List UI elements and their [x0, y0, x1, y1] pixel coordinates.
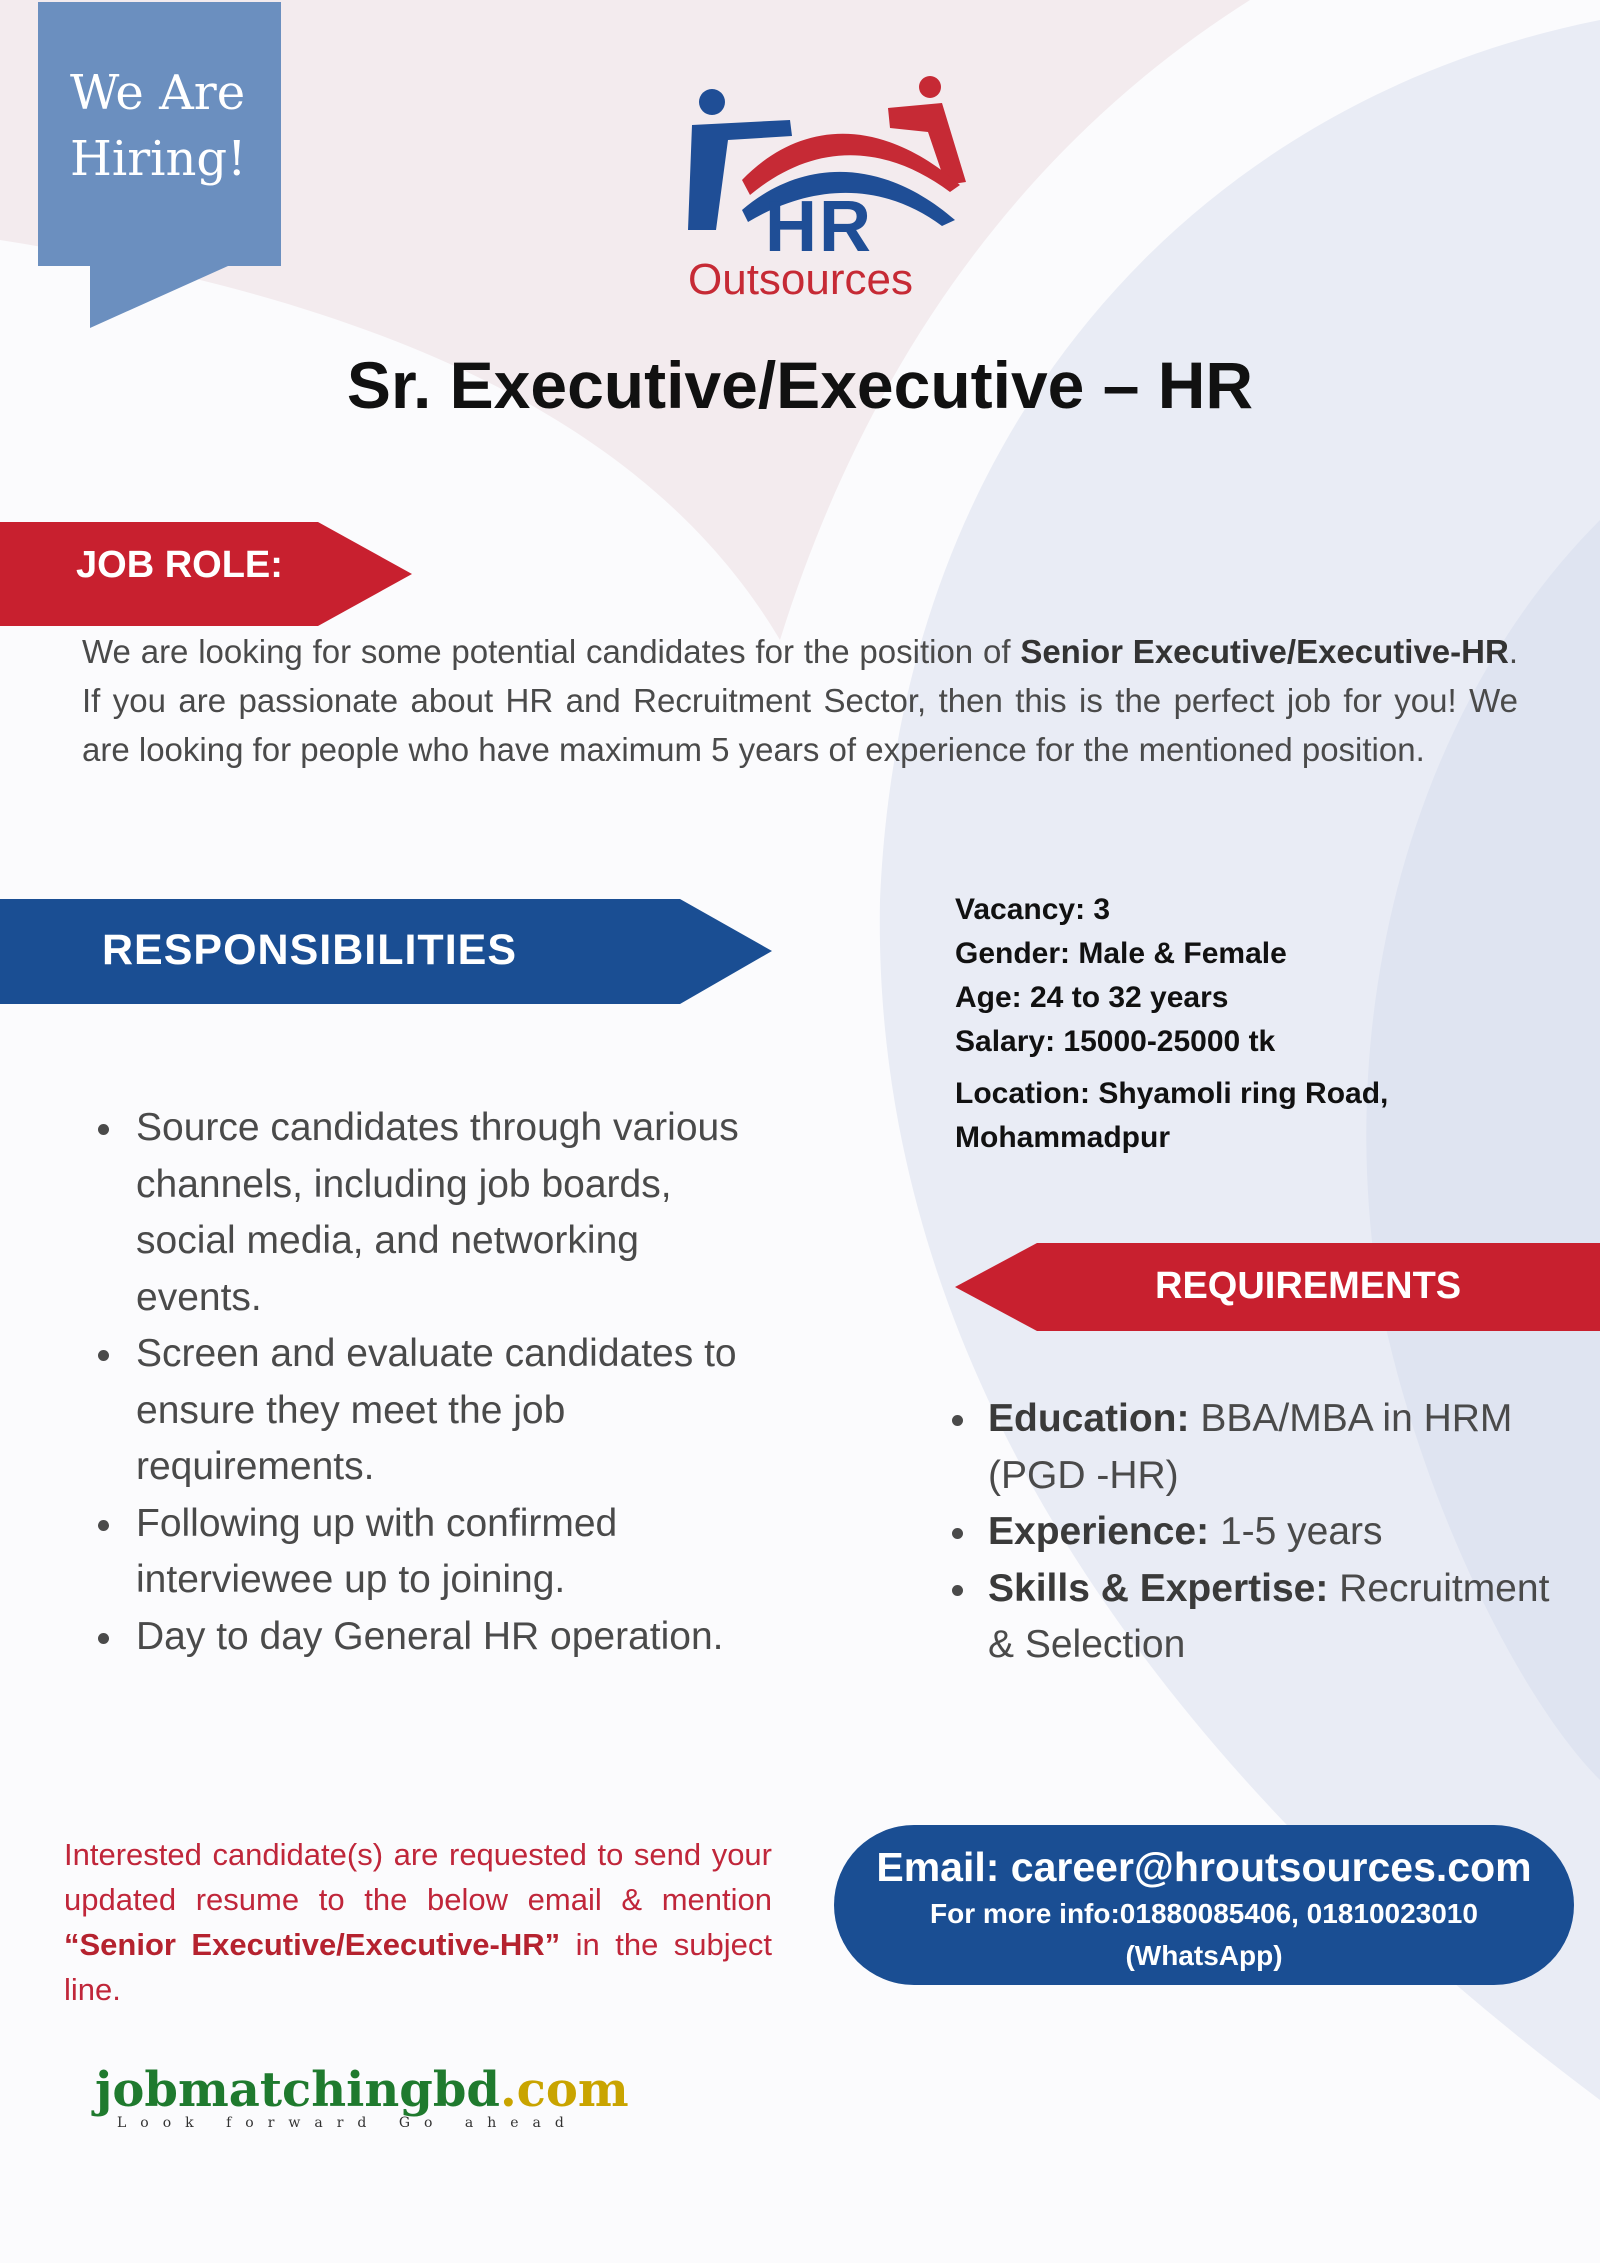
list-item: Day to day General HR operation. [92, 1609, 752, 1666]
list-item [946, 1561, 1586, 1674]
salary-text: Salary: 15000-25000 tk [955, 1025, 1276, 1058]
responsibilities-list [92, 1100, 752, 1665]
location-text: Location: Shyamoli ring Road, [955, 1077, 1389, 1110]
jobmatchingbd-tagline: Look forward Go ahead [117, 2115, 578, 2131]
age-text: Age: 24 to 32 years [955, 981, 1229, 1014]
apply-text-end: in the subject line. [64, 1927, 772, 2007]
requirement-value: Recruitment & Selection [988, 1566, 1550, 1666]
jobmatchingbd-name: jobmatchingbd [95, 2062, 500, 2118]
requirement-label: Skills & Expertise: [988, 1566, 1329, 1610]
hiring-headline [38, 60, 281, 192]
job-role-text-end: . If you are passionate about HR and Recruitment Sector, then this is the perfect job for you! We are looking for people who have maximum 5 years of experience for the mentioned position. [82, 633, 1518, 768]
job-details [955, 888, 1515, 1160]
apply-text-bold: “Senior Executive/Executive-HR” [64, 1927, 561, 1962]
requirements-heading: REQUIREMENTS [1155, 1265, 1462, 1307]
hiring-line-2: Hiring! [70, 131, 247, 187]
job-title: Sr. Executive/Executive – HR [346, 348, 1254, 422]
requirement-label: Education: [988, 1397, 1190, 1440]
requirement-label: Experience: [988, 1510, 1210, 1553]
location-text-2: Mohammadpur [955, 1121, 1171, 1154]
contact-box [834, 1825, 1574, 1985]
list-item: Source candidates through various channels, including job boards, social media, and networking events. [92, 1100, 752, 1326]
list-item [946, 1504, 1586, 1561]
jobmatchingbd-logo [95, 2062, 629, 2131]
requirement-value: BBA/MBA in HRM (PGD -HR) [988, 1397, 1513, 1497]
requirement-value: 1-5 years [1209, 1510, 1383, 1553]
hiring-line-1: We Are [70, 65, 246, 121]
responsibilities-heading: RESPONSIBILITIES [102, 926, 518, 974]
email-link[interactable]: Email: career@hroutsources.com [876, 1844, 1532, 1890]
requirements-list [946, 1391, 1586, 1674]
job-role-description [82, 627, 1518, 774]
jobmatchingbd-domain: .com [499, 2062, 629, 2118]
list-item: Following up with confirmed interviewee up to joining. [92, 1496, 752, 1609]
job-role-text-start: We are looking for some potential candidates for the position of [82, 633, 1021, 670]
list-item [946, 1391, 1586, 1504]
job-role-text-bold: Senior Executive/Executive-HR [1020, 633, 1509, 670]
logo-hr-text: HR [765, 187, 873, 267]
apply-instructions [64, 1832, 772, 2012]
job-role-heading: JOB ROLE: [76, 544, 283, 586]
phone-info: For more info:01880085406, 01810023010 [930, 1898, 1478, 1929]
vacancy-text: Vacancy: 3 [955, 893, 1111, 926]
apply-text-start: Interested candidate(s) are requested to send your updated resume to the below email & mention [64, 1837, 772, 1917]
logo-outsources-text: Outsources [688, 255, 913, 304]
whatsapp-label: (WhatsApp) [1125, 1940, 1283, 1971]
gender-text: Gender: Male & Female [955, 937, 1287, 970]
list-item: Screen and evaluate candidates to ensure they meet the job requirements. [92, 1326, 752, 1496]
